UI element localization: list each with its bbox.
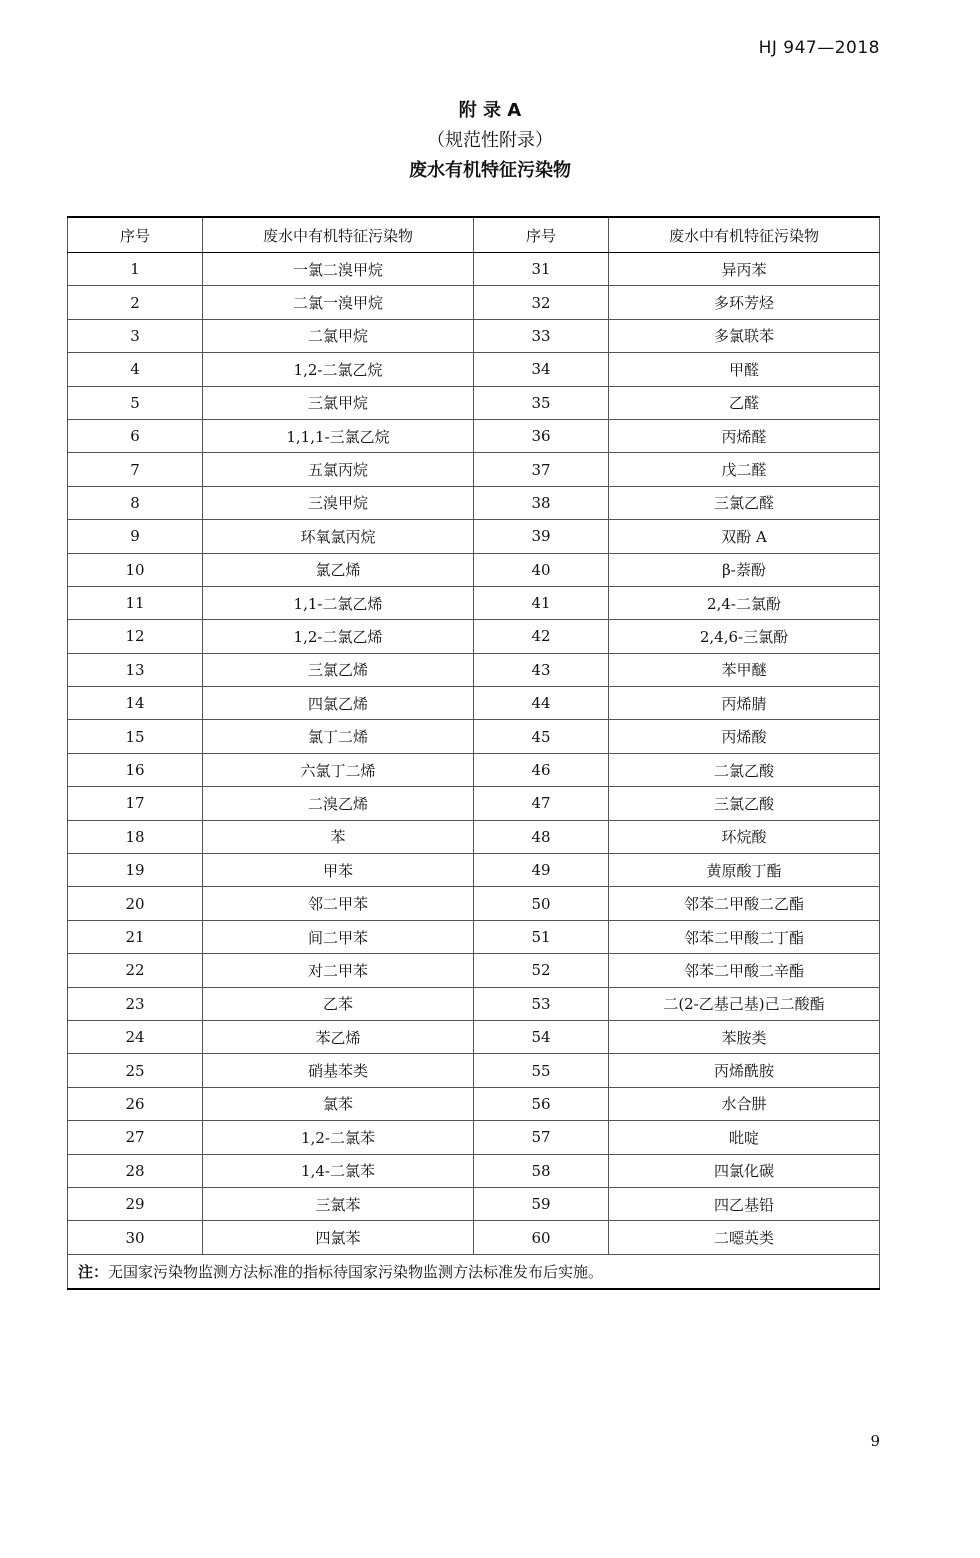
cell-seq-left: 21 <box>68 920 203 953</box>
cell-pollutant-left: 1,2-二氯苯 <box>203 1121 474 1154</box>
cell-seq-right: 51 <box>474 920 609 953</box>
appendix-name: 废水有机特征污染物 <box>409 160 571 181</box>
cell-pollutant-left: 氯苯 <box>203 1087 474 1120</box>
cell-seq-left: 3 <box>68 319 203 352</box>
cell-seq-right: 36 <box>474 419 609 452</box>
cell-pollutant-left: 苯 <box>203 820 474 853</box>
table-row <box>68 286 880 319</box>
column-header-seq-right: 序号 <box>474 217 609 253</box>
cell-seq-right: 58 <box>474 1154 609 1187</box>
table-note <box>68 1254 880 1289</box>
table-row <box>68 1020 880 1053</box>
cell-seq-right: 48 <box>474 820 609 853</box>
cell-seq-right: 45 <box>474 720 609 753</box>
cell-pollutant-right: 丙烯酸 <box>609 720 880 753</box>
cell-pollutant-right: 异丙苯 <box>609 253 880 286</box>
cell-seq-right: 55 <box>474 1054 609 1087</box>
note-label: 注： <box>78 1262 109 1281</box>
cell-seq-left: 25 <box>68 1054 203 1087</box>
cell-pollutant-left: 一氯二溴甲烷 <box>203 253 474 286</box>
cell-seq-left: 28 <box>68 1154 203 1187</box>
table-body <box>68 253 880 1255</box>
cell-pollutant-right: 四乙基铅 <box>609 1187 880 1220</box>
cell-seq-right: 44 <box>474 687 609 720</box>
cell-pollutant-left: 二氯一溴甲烷 <box>203 286 474 319</box>
cell-seq-right: 40 <box>474 553 609 586</box>
cell-pollutant-left: 氯丁二烯 <box>203 720 474 753</box>
cell-pollutant-right: 邻苯二甲酸二辛酯 <box>609 954 880 987</box>
cell-pollutant-left: 三氯乙烯 <box>203 653 474 686</box>
cell-pollutant-left: 三溴甲烷 <box>203 486 474 519</box>
pollutant-table <box>67 216 880 1290</box>
cell-seq-right: 57 <box>474 1121 609 1154</box>
cell-seq-right: 50 <box>474 887 609 920</box>
cell-pollutant-right: 丙烯酰胺 <box>609 1054 880 1087</box>
cell-seq-left: 20 <box>68 887 203 920</box>
cell-seq-left: 8 <box>68 486 203 519</box>
table-row <box>68 620 880 653</box>
cell-pollutant-left: 1,4-二氯苯 <box>203 1154 474 1187</box>
table-row <box>68 1054 880 1087</box>
cell-seq-left: 29 <box>68 1187 203 1220</box>
cell-pollutant-right: 邻苯二甲酸二丁酯 <box>609 920 880 953</box>
table-row <box>68 1087 880 1120</box>
cell-seq-left: 2 <box>68 286 203 319</box>
cell-seq-left: 15 <box>68 720 203 753</box>
cell-pollutant-right: 多环芳烃 <box>609 286 880 319</box>
table-row <box>68 520 880 553</box>
cell-seq-left: 12 <box>68 620 203 653</box>
cell-pollutant-right: β-萘酚 <box>609 553 880 586</box>
cell-seq-right: 37 <box>474 453 609 486</box>
cell-seq-left: 17 <box>68 787 203 820</box>
cell-seq-right: 33 <box>474 319 609 352</box>
cell-seq-right: 42 <box>474 620 609 653</box>
cell-pollutant-left: 环氧氯丙烷 <box>203 520 474 553</box>
table-row <box>68 353 880 386</box>
cell-pollutant-right: 三氯乙醛 <box>609 486 880 519</box>
cell-seq-left: 18 <box>68 820 203 853</box>
table-row <box>68 253 880 286</box>
table-row <box>68 787 880 820</box>
column-header-pollutant-right: 废水中有机特征污染物 <box>609 217 880 253</box>
cell-seq-left: 27 <box>68 1121 203 1154</box>
cell-pollutant-right: 水合肼 <box>609 1087 880 1120</box>
cell-pollutant-left: 六氯丁二烯 <box>203 753 474 786</box>
cell-pollutant-right: 乙醛 <box>609 386 880 419</box>
table-header-row <box>68 217 880 253</box>
table-row <box>68 753 880 786</box>
cell-pollutant-right: 苯甲醚 <box>609 653 880 686</box>
table-row <box>68 653 880 686</box>
cell-pollutant-left: 苯乙烯 <box>203 1020 474 1053</box>
cell-pollutant-left: 乙苯 <box>203 987 474 1020</box>
table-row <box>68 553 880 586</box>
table-row <box>68 386 880 419</box>
cell-pollutant-left: 五氯丙烷 <box>203 453 474 486</box>
cell-seq-right: 59 <box>474 1187 609 1220</box>
cell-seq-right: 54 <box>474 1020 609 1053</box>
table-row <box>68 419 880 452</box>
standard-code: HJ 947—2018 <box>758 38 880 58</box>
cell-seq-left: 4 <box>68 353 203 386</box>
table-row <box>68 1154 880 1187</box>
cell-seq-right: 34 <box>474 353 609 386</box>
cell-seq-left: 16 <box>68 753 203 786</box>
cell-pollutant-right: 二氯乙酸 <box>609 753 880 786</box>
cell-seq-left: 6 <box>68 419 203 452</box>
cell-pollutant-left: 1,2-二氯乙烯 <box>203 620 474 653</box>
cell-pollutant-left: 邻二甲苯 <box>203 887 474 920</box>
cell-pollutant-left: 四氯苯 <box>203 1221 474 1254</box>
cell-seq-left: 19 <box>68 854 203 887</box>
cell-pollutant-left: 1,1-二氯乙烯 <box>203 586 474 619</box>
cell-pollutant-right: 双酚 A <box>609 520 880 553</box>
table-row <box>68 954 880 987</box>
cell-seq-left: 26 <box>68 1087 203 1120</box>
cell-pollutant-right: 二噁英类 <box>609 1221 880 1254</box>
cell-seq-right: 32 <box>474 286 609 319</box>
table-row <box>68 720 880 753</box>
cell-seq-right: 49 <box>474 854 609 887</box>
cell-pollutant-left: 氯乙烯 <box>203 553 474 586</box>
cell-seq-left: 14 <box>68 687 203 720</box>
cell-seq-left: 1 <box>68 253 203 286</box>
cell-pollutant-left: 1,2-二氯乙烷 <box>203 353 474 386</box>
cell-pollutant-right: 四氯化碳 <box>609 1154 880 1187</box>
table-row <box>68 1221 880 1254</box>
appendix-nature: （规范性附录） <box>427 130 553 151</box>
table-row <box>68 1187 880 1220</box>
table-note-row <box>68 1254 880 1289</box>
cell-seq-right: 43 <box>474 653 609 686</box>
cell-pollutant-right: 黄原酸丁酯 <box>609 854 880 887</box>
cell-pollutant-right: 甲醛 <box>609 353 880 386</box>
cell-seq-left: 23 <box>68 987 203 1020</box>
cell-pollutant-right: 二(2-乙基己基)己二酸酯 <box>609 987 880 1020</box>
cell-seq-right: 35 <box>474 386 609 419</box>
cell-pollutant-right: 三氯乙酸 <box>609 787 880 820</box>
cell-pollutant-left: 二氯甲烷 <box>203 319 474 352</box>
cell-seq-right: 53 <box>474 987 609 1020</box>
cell-pollutant-right: 多氯联苯 <box>609 319 880 352</box>
cell-seq-right: 38 <box>474 486 609 519</box>
cell-seq-left: 22 <box>68 954 203 987</box>
column-header-seq-left: 序号 <box>68 217 203 253</box>
cell-seq-left: 30 <box>68 1221 203 1254</box>
table-row <box>68 319 880 352</box>
cell-pollutant-right: 苯胺类 <box>609 1020 880 1053</box>
page-number: 9 <box>870 1432 880 1450</box>
cell-seq-left: 13 <box>68 653 203 686</box>
cell-pollutant-right: 环烷酸 <box>609 820 880 853</box>
cell-seq-left: 24 <box>68 1020 203 1053</box>
cell-pollutant-right: 邻苯二甲酸二乙酯 <box>609 887 880 920</box>
cell-seq-right: 41 <box>474 586 609 619</box>
table-row <box>68 586 880 619</box>
cell-pollutant-right: 2,4-二氯酚 <box>609 586 880 619</box>
cell-pollutant-right: 戊二醛 <box>609 453 880 486</box>
table-row <box>68 486 880 519</box>
cell-pollutant-left: 1,1,1-三氯乙烷 <box>203 419 474 452</box>
cell-seq-right: 47 <box>474 787 609 820</box>
table-row <box>68 1121 880 1154</box>
cell-seq-right: 39 <box>474 520 609 553</box>
cell-seq-right: 52 <box>474 954 609 987</box>
cell-seq-left: 11 <box>68 586 203 619</box>
cell-pollutant-left: 四氯乙烯 <box>203 687 474 720</box>
table-row <box>68 887 880 920</box>
cell-seq-right: 56 <box>474 1087 609 1120</box>
column-header-pollutant-left: 废水中有机特征污染物 <box>203 217 474 253</box>
appendix-title: 附 录 A <box>458 100 522 121</box>
note-text: 无国家污染物监测方法标准的指标待国家污染物监测方法标准发布后实施。 <box>108 1262 604 1281</box>
table-row <box>68 453 880 486</box>
cell-seq-right: 46 <box>474 753 609 786</box>
cell-pollutant-right: 2,4,6-三氯酚 <box>609 620 880 653</box>
cell-seq-left: 7 <box>68 453 203 486</box>
table-row <box>68 687 880 720</box>
cell-seq-right: 31 <box>474 253 609 286</box>
table-row <box>68 854 880 887</box>
cell-seq-left: 9 <box>68 520 203 553</box>
cell-pollutant-left: 三氯苯 <box>203 1187 474 1220</box>
cell-seq-left: 5 <box>68 386 203 419</box>
cell-pollutant-right: 吡啶 <box>609 1121 880 1154</box>
table-row <box>68 987 880 1020</box>
cell-pollutant-left: 二溴乙烯 <box>203 787 474 820</box>
cell-pollutant-left: 间二甲苯 <box>203 920 474 953</box>
cell-pollutant-left: 三氯甲烷 <box>203 386 474 419</box>
table-row <box>68 920 880 953</box>
cell-pollutant-left: 甲苯 <box>203 854 474 887</box>
cell-seq-left: 10 <box>68 553 203 586</box>
cell-pollutant-right: 丙烯腈 <box>609 687 880 720</box>
cell-pollutant-right: 丙烯醛 <box>609 419 880 452</box>
cell-seq-right: 60 <box>474 1221 609 1254</box>
cell-pollutant-left: 对二甲苯 <box>203 954 474 987</box>
table-row <box>68 820 880 853</box>
cell-pollutant-left: 硝基苯类 <box>203 1054 474 1087</box>
